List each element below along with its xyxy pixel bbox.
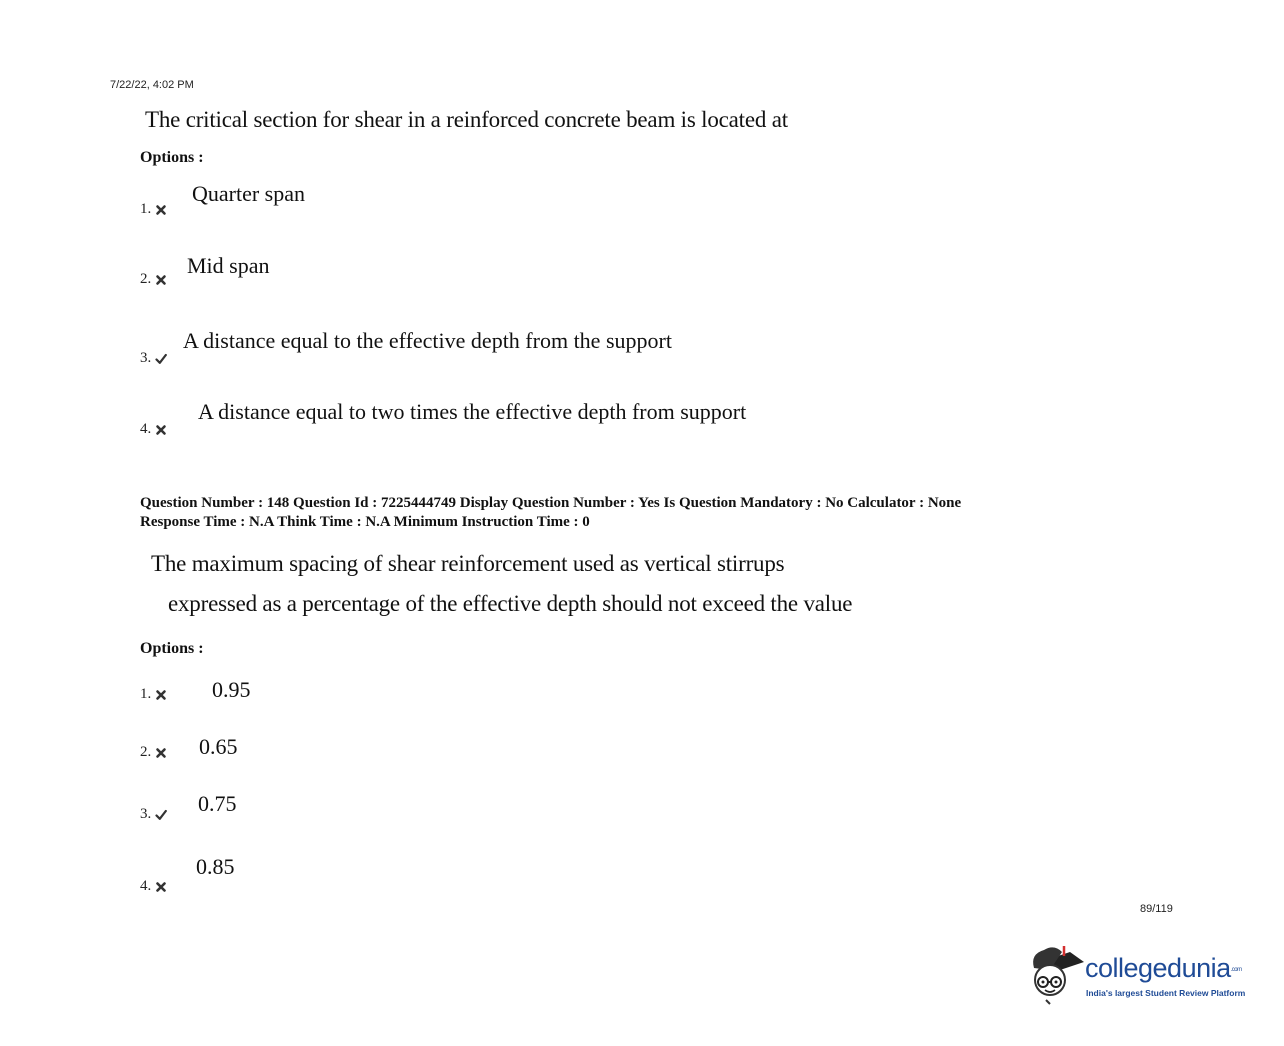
question-1-text: The critical section for shear in a reinforced concrete beam is located at — [145, 107, 788, 132]
brand-tagline: India's largest Student Review Platform — [1086, 988, 1246, 998]
question-2-meta-line-1: Question Number : 148 Question Id : 7225444749 Display Question Number : Yes Is Question Mandatory : No Calculator : None — [140, 495, 962, 511]
print-timestamp: 7/22/22, 4:02 PM — [110, 79, 194, 91]
option-number: 1. — [140, 201, 167, 218]
cross-icon — [155, 204, 167, 216]
brand-suffix: .com — [1230, 966, 1242, 973]
option-number: 3. — [140, 806, 167, 823]
option-number: 2. — [140, 744, 167, 761]
cross-icon — [155, 881, 167, 893]
check-icon — [155, 353, 167, 365]
option-number: 3. — [140, 350, 167, 367]
question-2-text-line-2: expressed as a percentage of the effective depth should not exceed the value — [168, 591, 853, 616]
option-text: 0.95 — [212, 677, 251, 702]
question-2-meta-line-2: Response Time : N.A Think Time : N.A Minimum Instruction Time : 0 — [140, 514, 590, 530]
option-text: 0.75 — [198, 791, 237, 816]
option-text: 0.85 — [196, 854, 235, 879]
option-number: 4. — [140, 421, 167, 438]
cross-icon — [155, 689, 167, 701]
cross-icon — [155, 274, 167, 286]
collegedunia-watermark — [1022, 940, 1272, 1010]
cross-icon — [155, 747, 167, 759]
page-number: 89/119 — [1140, 903, 1173, 915]
option-text: 0.65 — [199, 734, 238, 759]
option-number: 4. — [140, 878, 167, 895]
option-text: A distance equal to the effective depth from the support — [183, 328, 672, 353]
option-text: Mid span — [187, 253, 270, 278]
question-2-options-label: Options : — [140, 640, 204, 657]
option-text: A distance equal to two times the effective depth from support — [198, 399, 747, 424]
question-2-text-line-1: The maximum spacing of shear reinforcement used as vertical stirrups — [151, 551, 785, 576]
collegedunia-mascot-icon — [1024, 940, 1086, 1006]
check-icon — [155, 809, 167, 821]
brand-name: collegedunia.com — [1085, 953, 1242, 983]
question-1-options-label: Options : — [140, 149, 204, 166]
option-number: 1. — [140, 686, 167, 703]
cross-icon — [155, 424, 167, 436]
option-number: 2. — [140, 271, 167, 288]
option-text: Quarter span — [192, 181, 306, 206]
